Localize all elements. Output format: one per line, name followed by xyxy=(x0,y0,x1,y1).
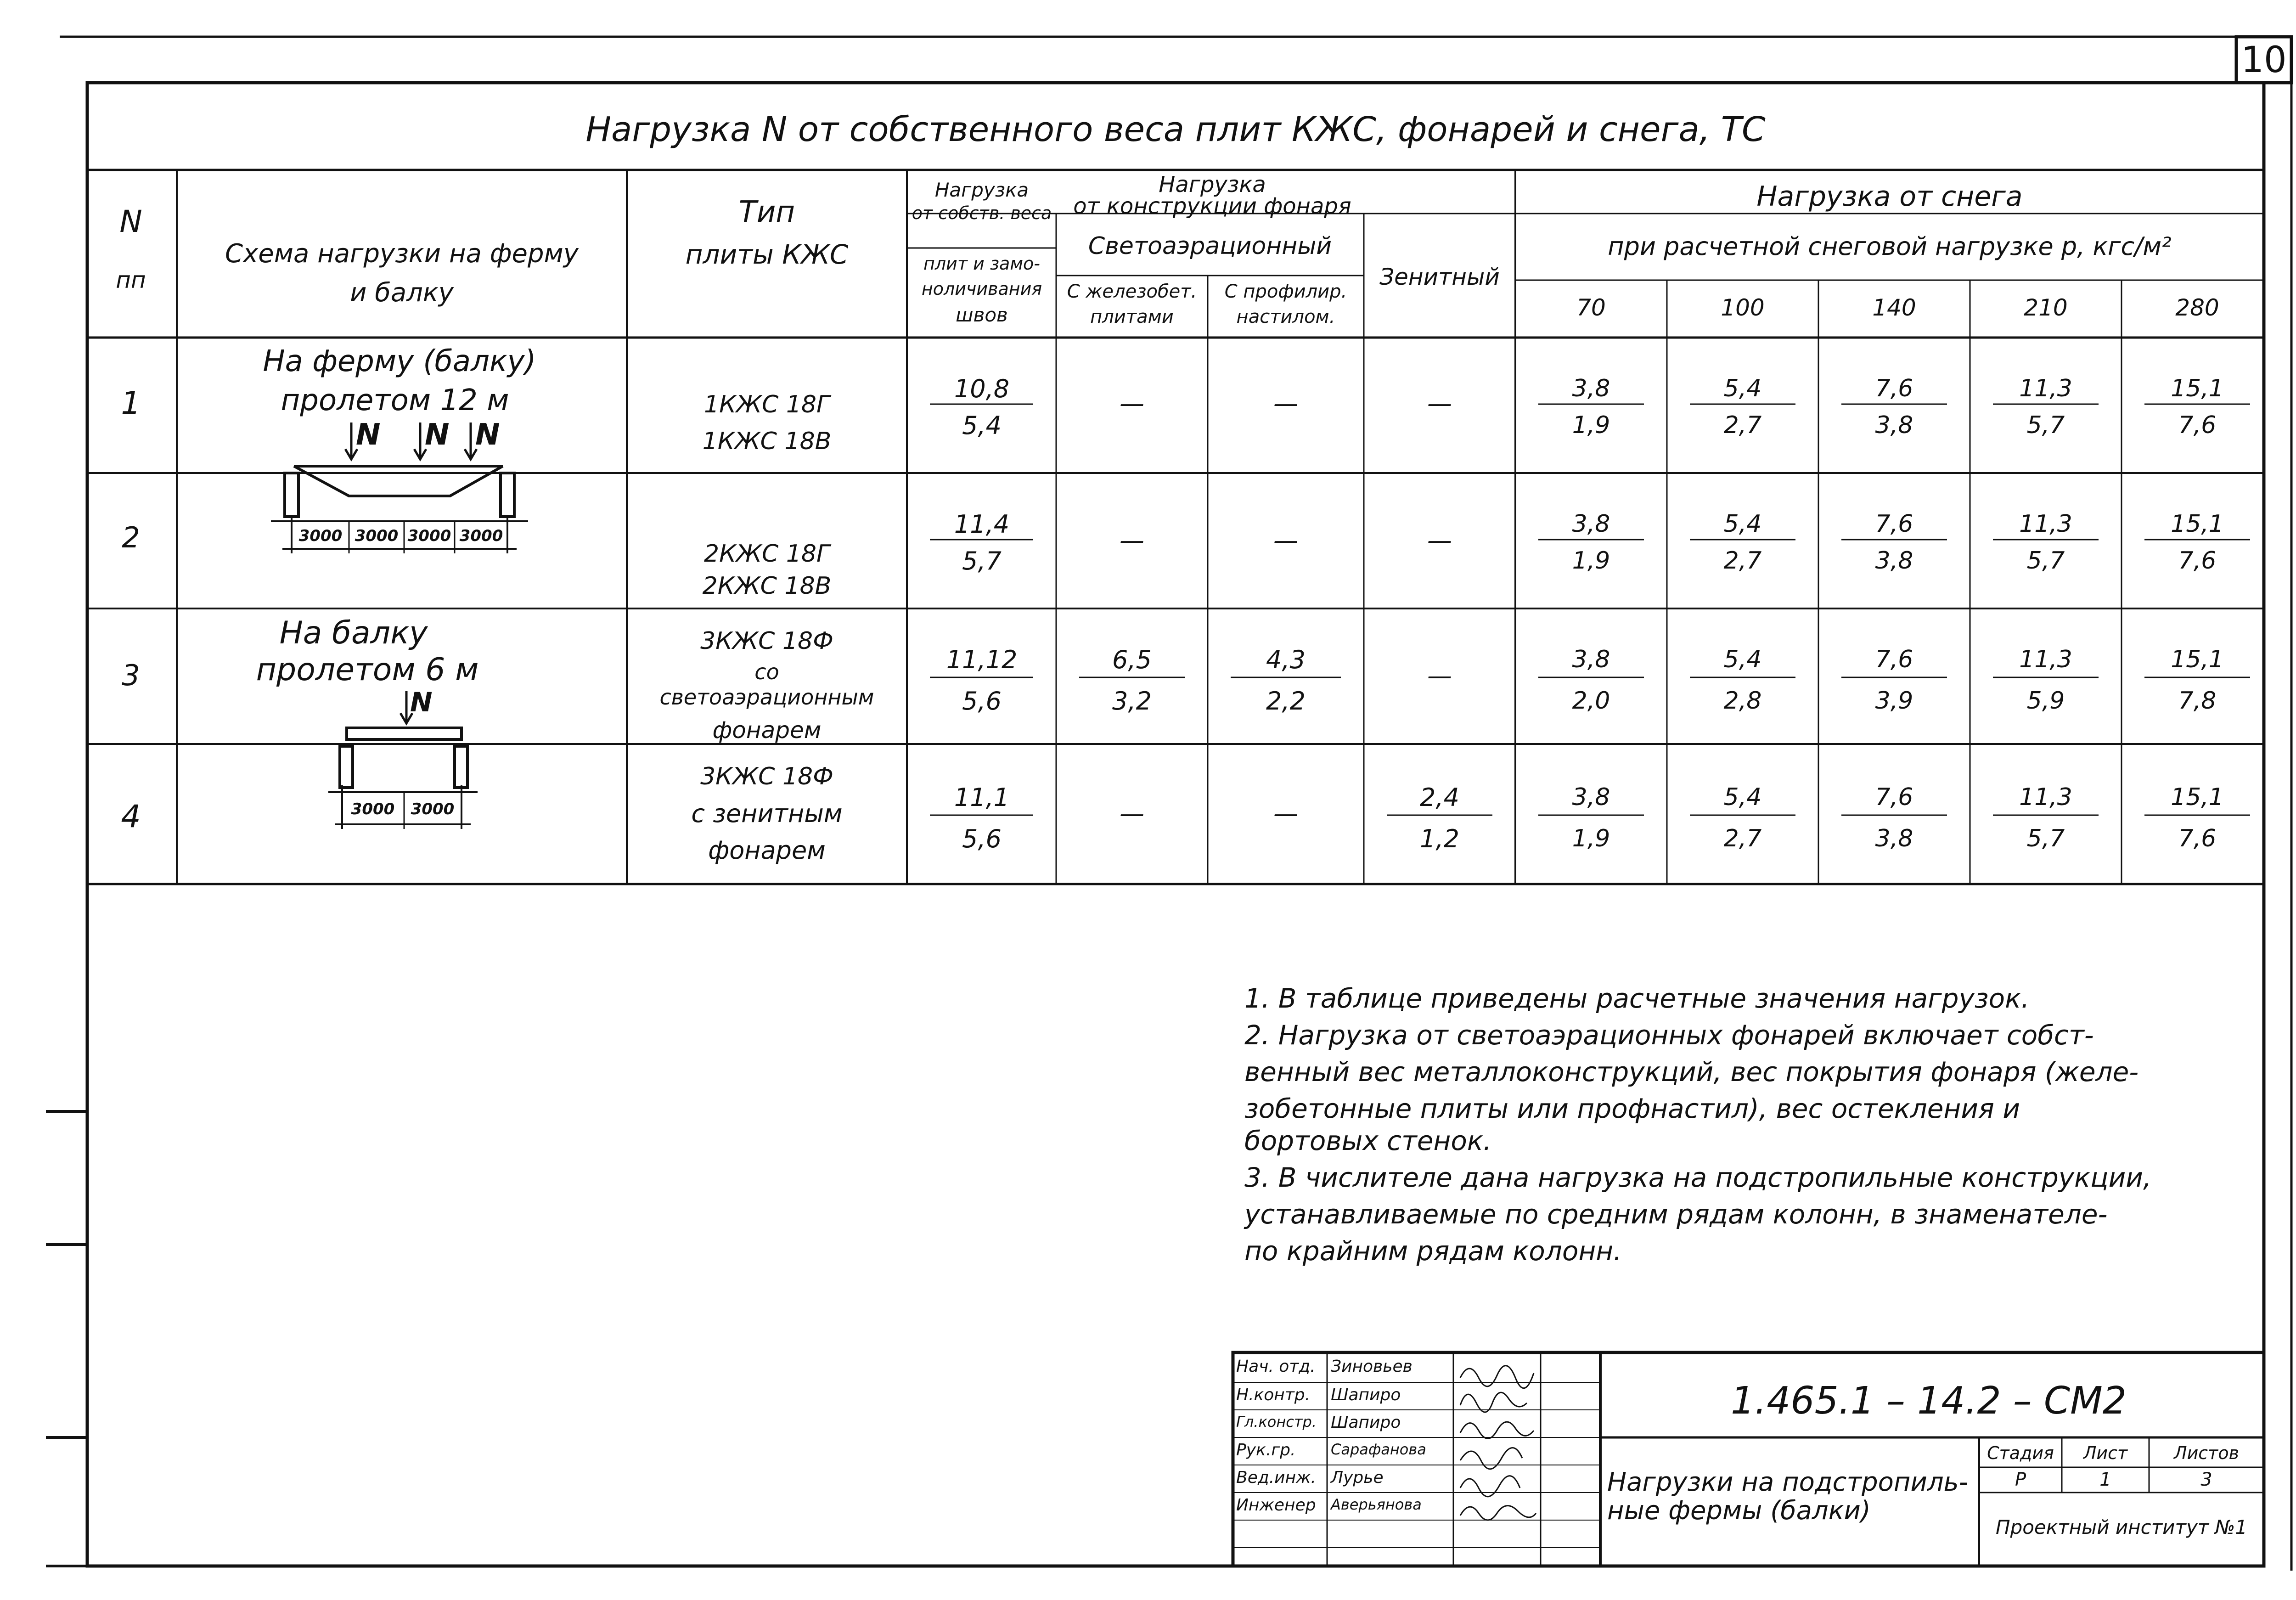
header-scheme-l2: и балку xyxy=(350,278,454,308)
row-4-snow-100-den: 2,7 xyxy=(1723,825,1762,852)
row-1-snow-70-den: 1,9 xyxy=(1572,411,1610,439)
note-line-1: 1. В таблице приведены расчетные значения нагрузок. xyxy=(1244,983,2030,1014)
table-title: Нагрузка N от собственного веса плит КЖС, фонарей и снега, ТС xyxy=(585,110,1766,149)
row-4-snow-140-den: 3,8 xyxy=(1875,825,1913,852)
row-4-snow-280-num: 15,1 xyxy=(2171,783,2224,811)
row-1-snow-210-den: 5,7 xyxy=(2026,411,2065,439)
row-2-snow-280-den: 7,6 xyxy=(2178,547,2217,575)
sheet-value: 1 xyxy=(2099,1469,2111,1490)
row-1-prof: — xyxy=(1273,389,1298,418)
header-prof-l1: С профилир. xyxy=(1224,281,1347,302)
truss-load-label-3: N xyxy=(475,418,500,452)
row-1-snow-100-den: 2,7 xyxy=(1723,411,1762,439)
truss-load-label-2: N xyxy=(425,418,450,452)
note-line-4: зобетонные плиты или профнастил), вес остекления и xyxy=(1244,1093,2020,1124)
row-4-type-l3: фонарем xyxy=(708,836,826,865)
beam-span-2: 3000 xyxy=(411,800,455,818)
document-code: 1.465.1 – 14.2 – СМ2 xyxy=(1730,1379,2127,1423)
header-aeration: Светоаэрационный xyxy=(1088,232,1332,260)
row-2-snow-70-num: 3,8 xyxy=(1572,510,1610,538)
row-4-snow-70-num: 3,8 xyxy=(1572,783,1610,811)
row-2-snow-100-num: 5,4 xyxy=(1723,510,1762,538)
row-4-type-l1: 3КЖС 18Ф xyxy=(700,763,833,790)
note-line-5: бортовых стенок. xyxy=(1244,1125,1492,1156)
role-1: Нач. отд. xyxy=(1236,1357,1316,1376)
header-own-l1: Нагрузка xyxy=(934,179,1029,201)
row-3-own-num: 11,12 xyxy=(946,645,1018,674)
scheme-beam-l2: пролетом 6 м xyxy=(256,652,479,688)
beam-span-1: 3000 xyxy=(351,800,395,818)
row-3-snow-70-num: 3,8 xyxy=(1572,646,1610,673)
signature-6 xyxy=(1460,1506,1536,1520)
row-4-snow-210-den: 5,7 xyxy=(2026,825,2065,852)
header-prof-l2: настилом. xyxy=(1236,306,1335,327)
stage-value: Р xyxy=(2015,1469,2026,1490)
name-2: Шапиро xyxy=(1331,1386,1401,1404)
sheets-value: 3 xyxy=(2200,1469,2212,1490)
row-1-snow-100-num: 5,4 xyxy=(1723,375,1762,402)
row-2-snow-140-den: 3,8 xyxy=(1875,547,1913,575)
row-2-snow-210-den: 5,7 xyxy=(2026,547,2065,575)
row-4-snow-210-num: 11,3 xyxy=(2019,783,2072,811)
row-1-snow-280-den: 7,6 xyxy=(2178,411,2217,439)
row-4-number: 4 xyxy=(121,799,141,835)
row-2-snow-210-num: 11,3 xyxy=(2019,510,2072,538)
row-4-snow-100-num: 5,4 xyxy=(1723,783,1762,811)
beam-load-label: N xyxy=(410,687,433,718)
signature-5 xyxy=(1460,1476,1520,1497)
row-3-prof-num: 4,3 xyxy=(1266,645,1306,674)
row-1-snow-140-den: 3,8 xyxy=(1875,411,1913,439)
row-3-type-l2: со xyxy=(754,659,779,684)
row-4-rc: — xyxy=(1120,799,1144,828)
truss-span-3: 3000 xyxy=(407,527,451,545)
row-1-number: 1 xyxy=(121,385,141,422)
note-line-7: устанавливаемые по средним рядам колонн, в знаменателе- xyxy=(1244,1199,2108,1230)
header-own-l5: швов xyxy=(956,304,1008,326)
row-3-snow-280-den: 7,8 xyxy=(2178,687,2217,715)
header-snow-280: 280 xyxy=(2175,294,2219,321)
row-3-rc-num: 6,5 xyxy=(1112,645,1152,674)
header-type-l1: Тип xyxy=(738,195,795,229)
signature-3 xyxy=(1460,1422,1534,1438)
row-1-own-den: 5,4 xyxy=(962,411,1002,440)
row-3-snow-210-den: 5,9 xyxy=(2026,687,2065,715)
row-4-snow-140-num: 7,6 xyxy=(1875,783,1913,811)
header-lantern-l1: Нагрузка xyxy=(1159,172,1266,197)
note-line-3: венный вес металлоконструкций, вес покрытия фонаря (желе- xyxy=(1244,1056,2139,1087)
row-1-type-l2: 1КЖС 18В xyxy=(702,428,832,455)
row-3-type-l4: фонарем xyxy=(712,717,822,744)
row-2-type-l1: 2КЖС 18Г xyxy=(704,540,830,568)
row-3-snow-100-num: 5,4 xyxy=(1723,646,1762,673)
row-1-type-l1: 1КЖС 18Г xyxy=(704,391,830,418)
header-snow: Нагрузка от снега xyxy=(1756,180,2023,213)
header-scheme-l1: Схема нагрузки на ферму xyxy=(225,239,579,269)
row-3-snow-140-num: 7,6 xyxy=(1875,646,1913,673)
sheet-number: 10 xyxy=(2241,39,2287,81)
row-1-rc: — xyxy=(1120,389,1144,418)
header-snow-100: 100 xyxy=(1721,294,1765,321)
row-4-prof: — xyxy=(1273,799,1298,828)
row-2-snow-70-den: 1,9 xyxy=(1572,547,1610,575)
row-3-snow-280-num: 15,1 xyxy=(2171,646,2224,673)
name-6: Аверьянова xyxy=(1331,1496,1422,1513)
row-1-own-num: 10,8 xyxy=(954,374,1010,403)
row-3-number: 3 xyxy=(122,659,140,692)
row-4-type-l2: с зенитным xyxy=(691,799,843,828)
scheme-beam-l1: На балку xyxy=(279,615,428,651)
row-3-snow-100-den: 2,8 xyxy=(1723,687,1762,715)
row-3-type-l3: светоаэрационным xyxy=(659,685,874,710)
row-1-zen: — xyxy=(1427,389,1452,418)
signature-4 xyxy=(1460,1448,1522,1469)
header-snow-210: 210 xyxy=(2024,294,2068,321)
signature-1 xyxy=(1460,1366,1534,1388)
row-2-snow-280-num: 15,1 xyxy=(2171,510,2224,538)
sheets-label: Листов xyxy=(2174,1443,2239,1463)
role-4: Рук.гр. xyxy=(1236,1441,1296,1459)
role-3: Гл.констр. xyxy=(1236,1413,1317,1431)
row-1-snow-70-num: 3,8 xyxy=(1572,375,1610,402)
truss-load-label-1: N xyxy=(356,418,381,452)
truss-span-4: 3000 xyxy=(459,527,503,545)
signature-2 xyxy=(1460,1392,1527,1412)
row-4-snow-70-den: 1,9 xyxy=(1572,825,1610,852)
row-3-rc-den: 3,2 xyxy=(1112,687,1152,715)
header-num-sub: пп xyxy=(116,267,146,293)
note-line-2: 2. Нагрузка от светоаэрационных фонарей включает собст- xyxy=(1244,1020,2094,1051)
drawing-title-l2: ные фермы (балки) xyxy=(1607,1496,1871,1526)
row-3-snow-70-den: 2,0 xyxy=(1572,687,1610,715)
header-snow-70: 70 xyxy=(1576,294,1606,321)
row-4-zen-num: 2,4 xyxy=(1420,783,1459,812)
truss-span-2: 3000 xyxy=(355,527,399,545)
row-4-own-num: 11,1 xyxy=(954,783,1010,812)
row-3-type-l1: 3КЖС 18Ф xyxy=(700,627,833,655)
row-2-type-l2: 2КЖС 18В xyxy=(702,572,832,600)
row-3-prof-den: 2,2 xyxy=(1266,687,1306,715)
row-4-own-den: 5,6 xyxy=(962,824,1002,853)
scheme-truss-l2: пролетом 12 м xyxy=(281,383,509,417)
header-snow-sub: при расчетной снеговой нагрузке p, кгс/м² xyxy=(1608,232,2172,261)
truss-span-1: 3000 xyxy=(298,527,343,545)
row-1-snow-210-num: 11,3 xyxy=(2019,375,2072,402)
stage-label: Стадия xyxy=(1987,1443,2054,1463)
header-snow-140: 140 xyxy=(1872,294,1916,321)
role-6: Инженер xyxy=(1236,1496,1316,1515)
drawing-title-l1: Нагрузки на подстропиль- xyxy=(1607,1467,1968,1497)
note-line-8: по крайним рядам колонн. xyxy=(1244,1235,1622,1267)
header-rc-l1: С железобет. xyxy=(1067,281,1197,302)
row-3-zen: — xyxy=(1427,661,1452,690)
row-2-number: 2 xyxy=(122,521,140,554)
header-zenith: Зенитный xyxy=(1379,264,1500,290)
row-4-snow-280-den: 7,6 xyxy=(2178,825,2217,852)
row-3-snow-140-den: 3,9 xyxy=(1875,687,1913,715)
sheet-label: Лист xyxy=(2083,1443,2128,1463)
row-2-snow-140-num: 7,6 xyxy=(1875,510,1913,538)
role-2: Н.контр. xyxy=(1236,1386,1311,1404)
signatures xyxy=(1460,1366,1536,1520)
row-2-own-den: 5,7 xyxy=(962,546,1002,575)
note-line-6: 3. В числителе дана нагрузка на подстропильные конструкции, xyxy=(1244,1162,2152,1193)
row-2-rc: — xyxy=(1120,526,1144,555)
row-1-snow-280-num: 15,1 xyxy=(2171,375,2224,402)
header-rc-l2: плитами xyxy=(1090,306,1174,327)
header-own-l4: ноличивания xyxy=(921,279,1042,299)
name-4: Сарафанова xyxy=(1331,1441,1426,1458)
scheme-truss-l1: На ферму (балку) xyxy=(263,344,536,378)
header-lantern-l2: от конструкции фонаря xyxy=(1073,193,1351,219)
row-2-own-num: 11,4 xyxy=(954,510,1010,539)
name-3: Шапиро xyxy=(1331,1413,1401,1432)
row-3-own-den: 5,6 xyxy=(962,687,1002,715)
name-1: Зиновьев xyxy=(1331,1357,1412,1376)
header-own-l3: плит и замо- xyxy=(923,254,1040,274)
header-num: N xyxy=(119,204,142,239)
row-4-zen-den: 1,2 xyxy=(1420,824,1459,853)
header-type-l2: плиты КЖС xyxy=(685,239,849,270)
name-5: Лурье xyxy=(1331,1468,1384,1487)
role-5: Вед.инж. xyxy=(1236,1468,1316,1487)
row-2-zen: — xyxy=(1427,526,1452,555)
row-3-snow-210-num: 11,3 xyxy=(2019,646,2072,673)
row-2-prof: — xyxy=(1273,526,1298,555)
row-1-snow-140-num: 7,6 xyxy=(1875,375,1913,402)
organization: Проектный институт №1 xyxy=(1995,1516,2248,1538)
row-2-snow-100-den: 2,7 xyxy=(1723,547,1762,575)
header-own-l2: от собств. веса xyxy=(912,203,1052,223)
